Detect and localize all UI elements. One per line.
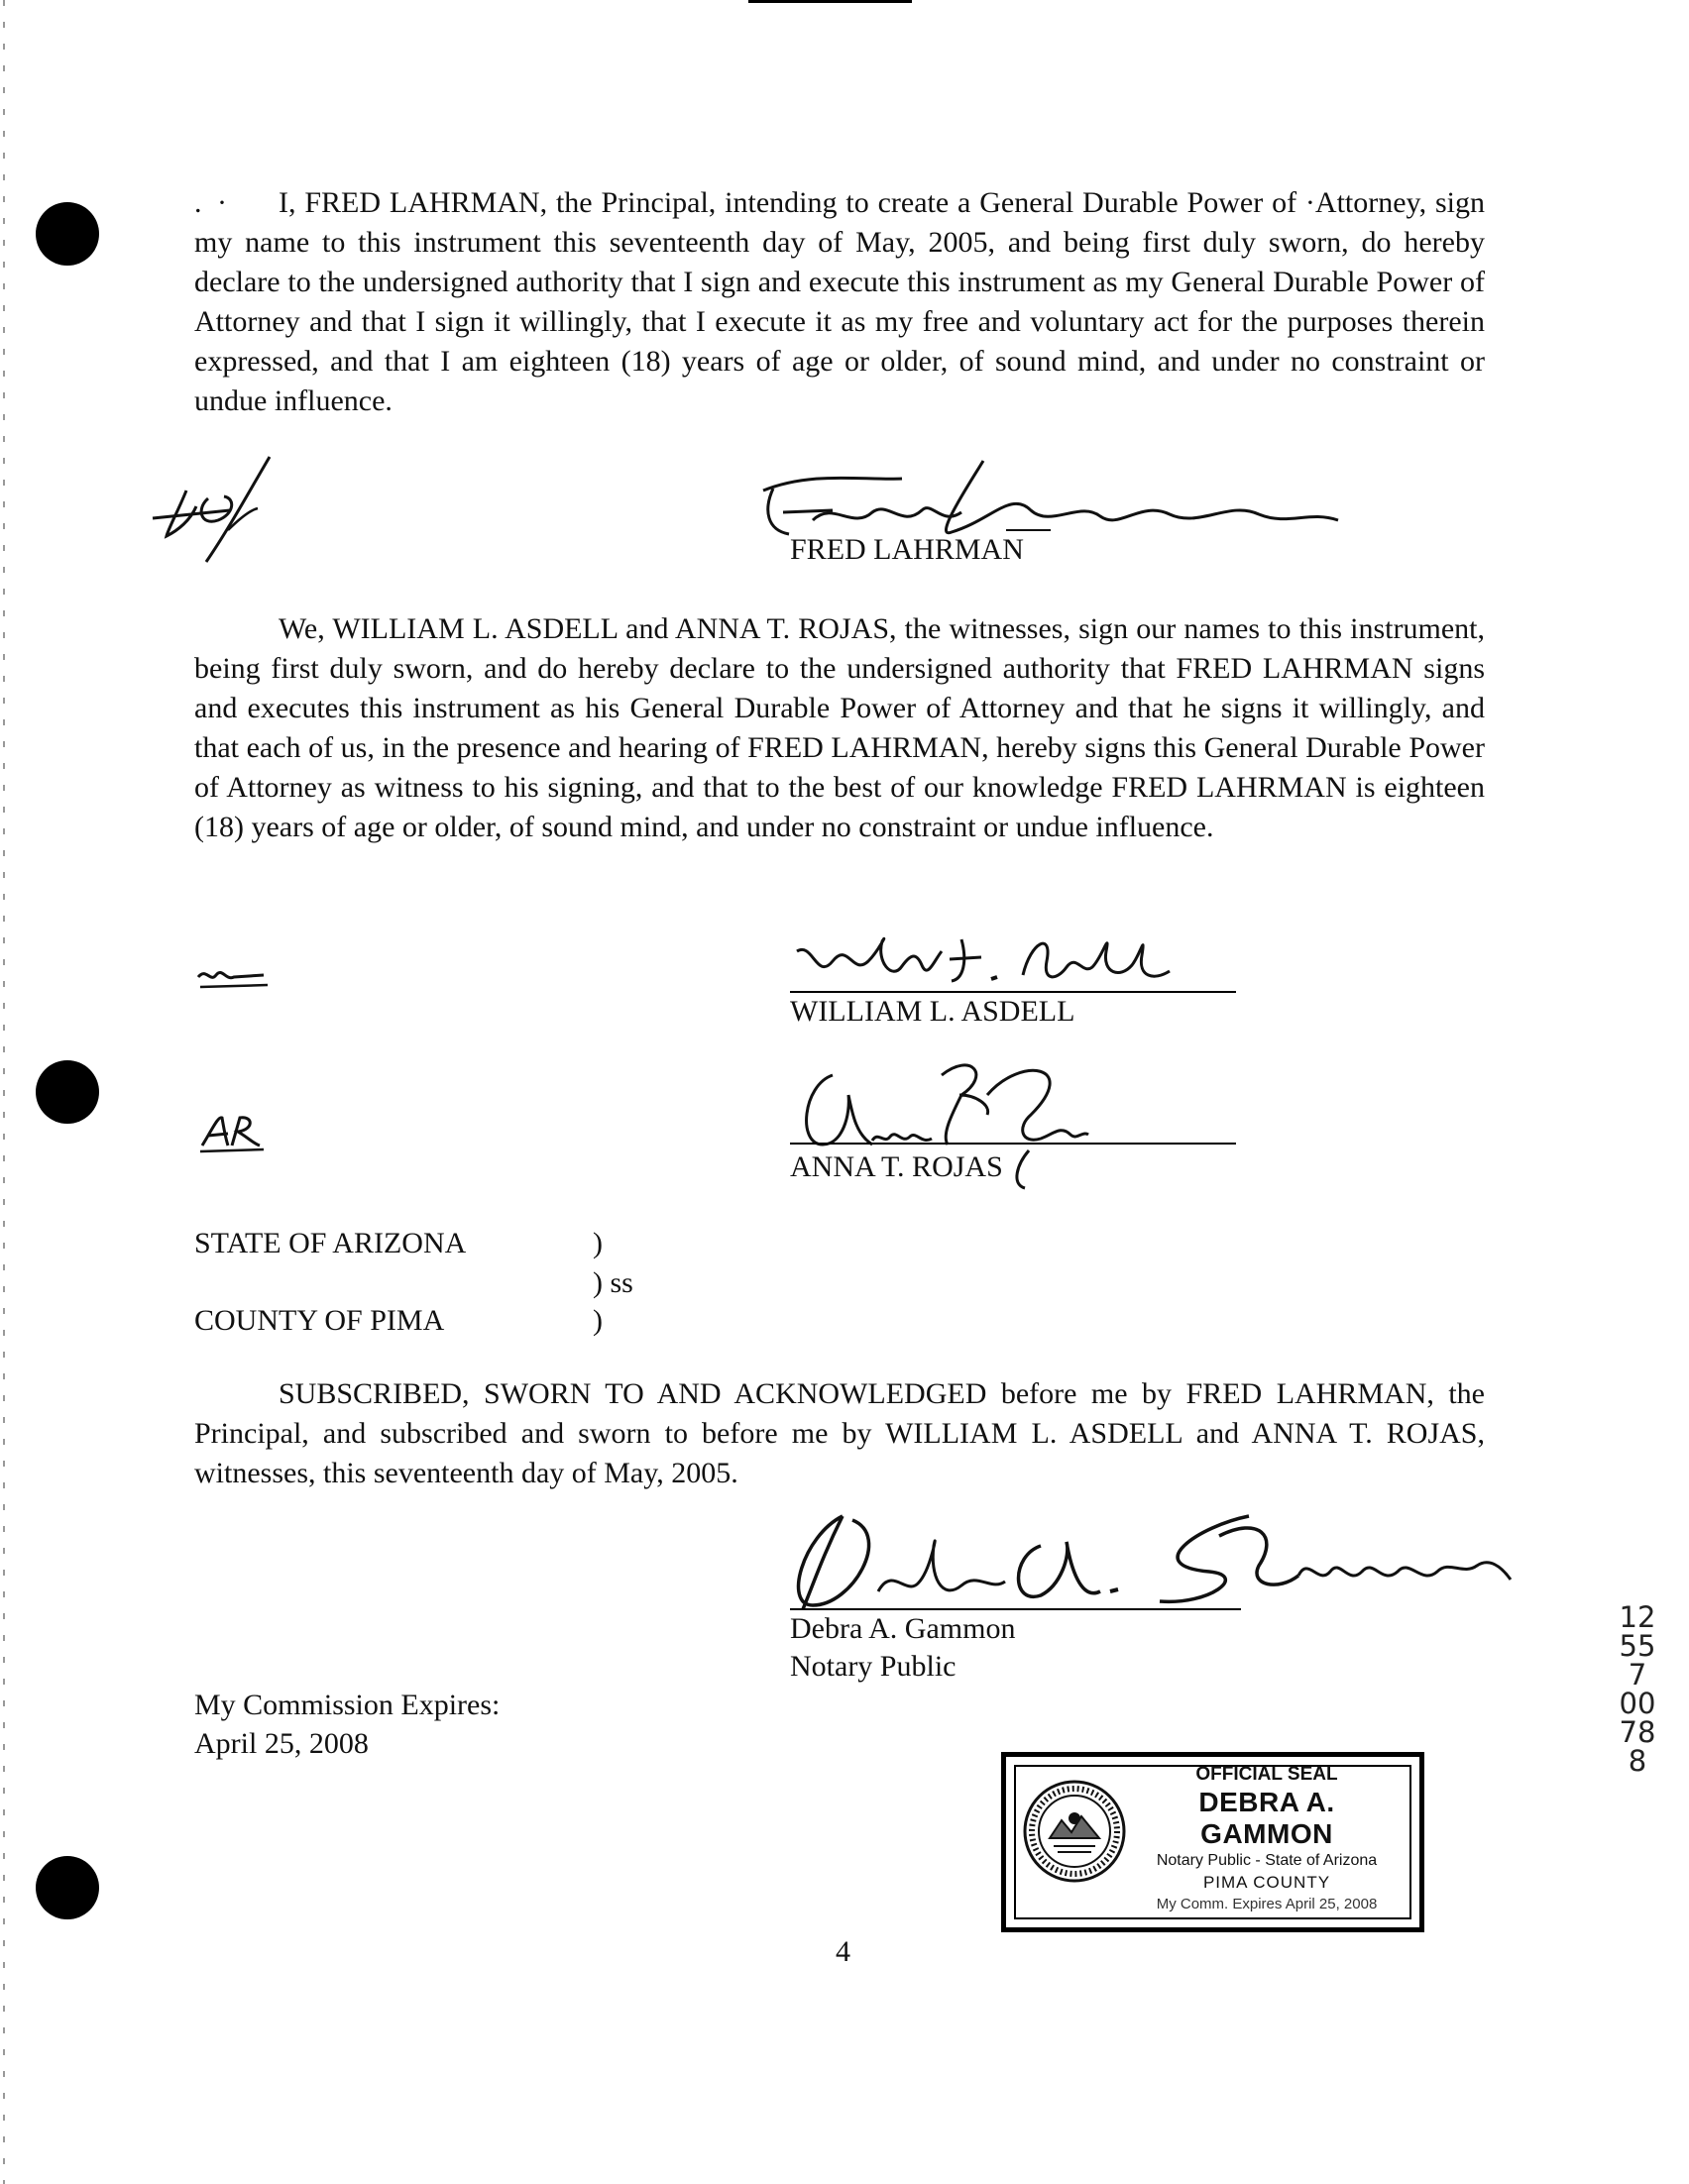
seal-line-name: DEBRA A. GAMMON [1198,1787,1335,1849]
principal-declaration-paragraph [194,183,1485,421]
seal-line-expires: My Comm. Expires April 25, 2008 [1156,1896,1378,1912]
witness1-signature-line [790,991,1236,993]
witness2-signature-line [790,1143,1236,1145]
witness-declaration-text: We, WILLIAM L. ASDELL and ANNA T. ROJAS, the witnesses, sign our names to this instrument, being first duly sworn, and do hereby declare to the undersigned authority that FRED LAHRMAN signs and executes this instrument as his General Durable Power of Attorney and that he signs it willingly, and that each of us, in the presence and hearing of FRED LAHRMAN, hereby signs this General Durable Power of Attorney as witness to his signing, and that to the best of our knowledge FRED LAHRMAN is eighteen (18) years of age or older, of sound mind, and under no constraint or undue influence. [194,612,1485,843]
venue-county: COUNTY OF PIMA [194,1304,445,1337]
principal-name: FRED LAHRMAN [790,533,1024,566]
venue-state: STATE OF ARIZONA [194,1227,467,1259]
witness1-signature [793,922,1209,996]
acknowledgment-paragraph [194,1374,1485,1493]
scan-left-edge [3,0,5,2184]
page-number: 4 [836,1935,850,1968]
scan-edge-mark [748,0,912,3]
notary-title: Notary Public [790,1650,957,1683]
witness2-name: ANNA T. ROJAS [790,1150,1003,1183]
principal-initials [139,451,297,570]
principal-declaration-text: I, FRED LAHRMAN, the Principal, intending to create a General Durable Power of ·Attorney, sign my name to this instrument this seventeenth day of May, 2005, and being first duly sworn, do hereby declare to the undersigned authority that I sign and execute this instrument as my General Durable Power of Attorney and that I sign it willingly, that I execute it as my free and voluntary act for the purposes therein expressed, and that I am eighteen (18) years of age or older, of sound mind, and under no constraint or undue influence. [194,186,1485,417]
seal-line-notary: Notary Public - State of Arizona [1156,1852,1378,1869]
witness1-name: WILLIAM L. ASDELL [790,995,1075,1028]
punch-hole-top [36,202,99,266]
commission-label: My Commission Expires: [194,1689,501,1721]
venue-paren-top: ) [593,1227,603,1259]
venue-paren-bottom: ) [593,1304,603,1337]
punch-hole-middle [36,1060,99,1124]
punch-hole-bottom [36,1856,99,1919]
commission-date: April 25, 2008 [194,1727,369,1760]
side-bates-stamp: 12557 00788 [1619,1600,1656,1778]
notary-signature-line [790,1608,1241,1610]
seal-line-official: OFFICIAL SEAL [1195,1764,1338,1785]
stray-marks: . · [194,186,231,219]
notary-signature [783,1506,1517,1620]
venue-ss: ) ss [593,1266,633,1299]
witness1-initials [194,963,274,993]
official-notary-seal [1001,1752,1424,1932]
seal-text-block [1133,1763,1401,1915]
acknowledgment-text: SUBSCRIBED, SWORN TO AND ACKNOWLEDGED before me by FRED LAHRMAN, the Principal, and subscribed and sworn to before me by WILLIAM L. ASDELL and ANNA T. ROJAS, witnesses, this seventeenth day of May, 2005. [194,1377,1485,1489]
state-seal-emblem [1020,1777,1129,1886]
notary-name: Debra A. Gammon [790,1612,1016,1645]
seal-line-county: PIMA COUNTY [1202,1873,1331,1892]
witness-declaration-paragraph [194,609,1485,847]
witness2-initials [198,1110,268,1154]
